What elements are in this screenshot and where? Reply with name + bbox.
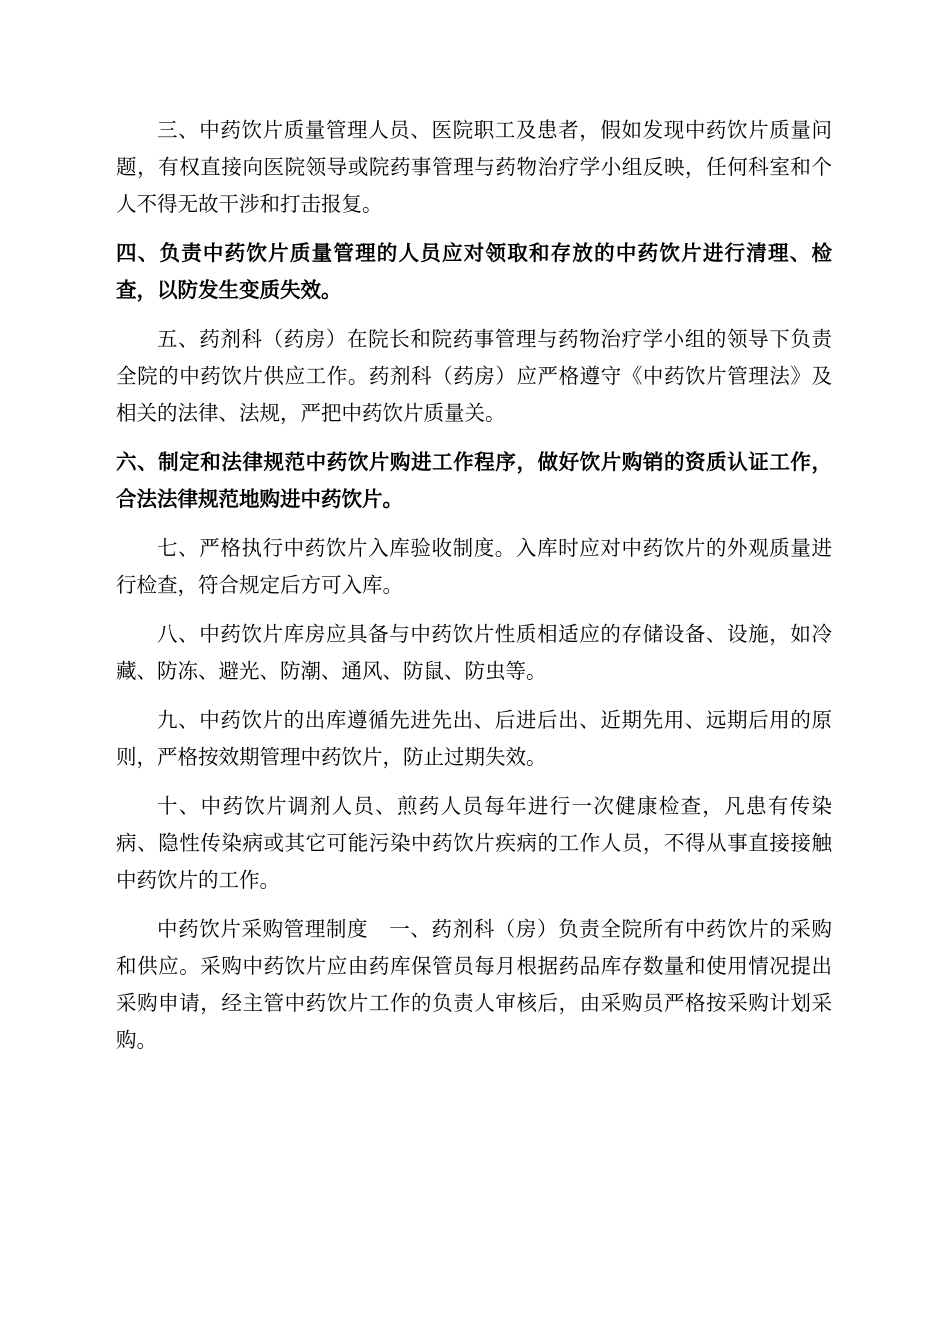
paragraph-seven: 七、严格执行中药饮片入库验收制度。入库时应对中药饮片的外观质量进行检查，符合规定后方可入库。 — [116, 536, 832, 597]
paragraph-three: 三、中药饮片质量管理人员、医院职工及患者，假如发现中药饮片质量问题，有权直接向医院领导或院药事管理与药物治疗学小组反映，任何科室和个人不得无故干涉和打击报复。 — [116, 118, 832, 216]
paragraph-five: 五、药剂科（药房）在院长和院药事管理与药物治疗学小组的领导下负责全院的中药饮片供应工作。药剂科（药房）应严格遵守《中药饮片管理法》及相关的法律、法规，严把中药饮片质量关。 — [116, 327, 832, 425]
paragraph-procurement: 中药饮片采购管理制度 一、药剂科（房）负责全院所有中药饮片的采购和供应。采购中药饮片应由药库保管员每月根据药品库存数量和使用情况提出采购申请，经主管中药饮片工作的负责人审核后，由采购员严格按采购计划采购。 — [116, 917, 832, 1052]
paragraph-ten: 十、中药饮片调剂人员、煎药人员每年进行一次健康检查，凡患有传染病、隐性传染病或其它可能污染中药饮片疾病的工作人员，不得从事直接接触中药饮片的工作。 — [116, 794, 832, 892]
document-page — [116, 112, 832, 1059]
paragraph-six: 六、制定和法律规范中药饮片购进工作程序，做好饮片购销的资质认证工作，合法法律规范地购进中药饮片。 — [116, 450, 832, 511]
paragraph-nine: 九、中药饮片的出库遵循先进先出、后进后出、近期先用、远期后用的原则，严格按效期管理中药饮片，防止过期失效。 — [116, 708, 832, 769]
paragraph-four: 四、负责中药饮片质量管理的人员应对领取和存放的中药饮片进行清理、检查，以防发生变质失效。 — [116, 241, 832, 302]
paragraph-eight: 八、中药饮片库房应具备与中药饮片性质相适应的存储设备、设施，如冷藏、防冻、避光、防潮、通风、防鼠、防虫等。 — [116, 622, 832, 683]
